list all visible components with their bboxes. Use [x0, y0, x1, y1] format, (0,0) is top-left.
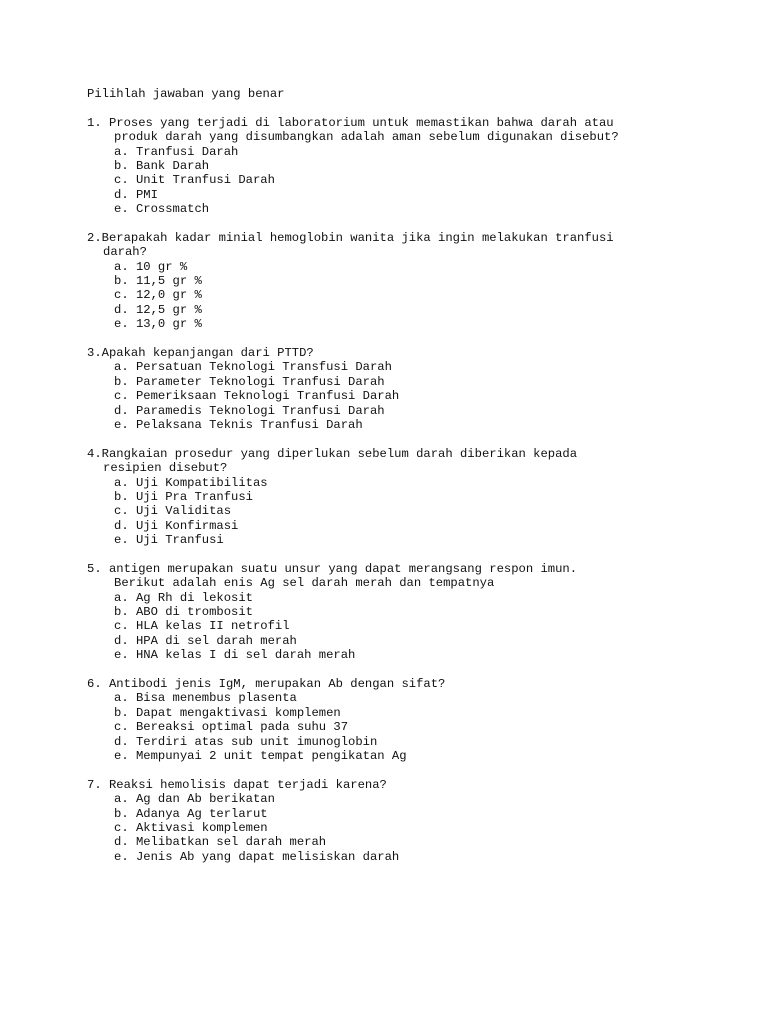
question-1-option-b: b. Bank Darah	[114, 158, 210, 173]
question-5	[87, 562, 727, 663]
question-5-text-line-1: 5. antigen merupakan suatu unsur yang dapat merangsang respon imun.	[87, 561, 578, 576]
question-4-options	[87, 476, 727, 548]
question-6-option-a: a. Bisa menembus plasenta	[114, 691, 297, 706]
question-2-option-c: c. 12,0 gr %	[114, 288, 202, 303]
question-2-option-d: d. 12,5 gr %	[114, 302, 202, 317]
question-2-text-line-1: 2.Berapakah kadar minial hemoglobin wanita jika ingin melakukan tranfusi	[87, 230, 614, 245]
question-4-option-e: e. Uji Tranfusi	[114, 533, 224, 548]
question-7-option-c: c. Aktivasi komplemen	[114, 820, 268, 835]
question-1-text-line-2: produk darah yang disumbangkan adalah aman sebelum digunakan disebut?	[114, 130, 619, 145]
question-4-option-c: c. Uji Validitas	[114, 504, 232, 519]
question-7-option-e: e. Jenis Ab yang dapat melisiskan darah	[114, 849, 400, 864]
question-3-option-d: d. Paramedis Teknologi Tranfusi Darah	[114, 403, 385, 418]
question-7-text-line-1: 7. Reaksi hemolisis dapat terjadi karena?	[87, 777, 387, 792]
question-1-options	[87, 145, 727, 217]
question-3-option-c: c. Pemeriksaan Teknologi Tranfusi Darah	[114, 389, 400, 404]
question-1-option-a: a. Tranfusi Darah	[114, 144, 239, 159]
question-1-option-e: e. Crossmatch	[114, 202, 210, 217]
question-7-options	[87, 792, 727, 864]
question-2	[87, 231, 727, 332]
question-2-option-e: e. 13,0 gr %	[114, 317, 202, 332]
question-2-text-line-2: darah?	[103, 245, 147, 260]
question-6-option-d: d. Terdiri atas sub unit imunoglobin	[114, 734, 378, 749]
question-2-option-a: a. 10 gr %	[114, 259, 188, 274]
question-5-option-d: d. HPA di sel darah merah	[114, 633, 297, 648]
question-2-option-b: b. 11,5 gr %	[114, 274, 202, 289]
question-4-option-d: d. Uji Konfirmasi	[114, 518, 239, 533]
question-4-option-a: a. Uji Kompatibilitas	[114, 475, 268, 490]
question-3-option-a: a. Persatuan Teknologi Transfusi Darah	[114, 360, 392, 375]
question-6-options	[87, 691, 727, 763]
question-5-option-e: e. HNA kelas I di sel darah merah	[114, 648, 356, 663]
question-4-option-b: b. Uji Pra Tranfusi	[114, 489, 253, 504]
question-5-option-b: b. ABO di trombosit	[114, 605, 253, 620]
question-7-option-d: d. Melibatkan sel darah merah	[114, 835, 327, 850]
question-7-option-b: b. Adanya Ag terlarut	[114, 806, 268, 821]
question-4-text-line-2: resipien disebut?	[103, 461, 228, 476]
question-3-option-b: b. Parameter Teknologi Tranfusi Darah	[114, 374, 385, 389]
question-5-option-a: a. Ag Rh di lekosit	[114, 590, 253, 605]
question-7	[87, 778, 727, 864]
question-2-options	[87, 260, 727, 332]
question-1	[87, 116, 727, 217]
question-6-option-c: c. Bereaksi optimal pada suhu 37	[114, 720, 349, 735]
question-6-option-b: b. Dapat mengaktivasi komplemen	[114, 705, 341, 720]
question-3-text-line-1: 3.Apakah kepanjangan dari PTTD?	[87, 346, 314, 361]
question-4	[87, 447, 727, 548]
question-3-option-e: e. Pelaksana Teknis Tranfusi Darah	[114, 417, 363, 432]
question-6-text-line-1: 6. Antibodi jenis IgM, merupakan Ab dengan sifat?	[87, 677, 446, 692]
question-1-option-c: c. Unit Tranfusi Darah	[114, 173, 275, 188]
document-page	[87, 87, 727, 878]
instruction-text: Pilihlah jawaban yang benar	[87, 87, 285, 101]
question-6-option-e: e. Mempunyai 2 unit tempat pengikatan Ag	[114, 748, 407, 763]
question-4-text-line-1: 4.Rangkaian prosedur yang diperlukan sebelum darah diberikan kepada	[87, 446, 578, 461]
question-6	[87, 677, 727, 763]
question-5-text-line-2: Berikut adalah enis Ag sel darah merah dan tempatnya	[114, 576, 495, 591]
question-3	[87, 346, 727, 432]
question-5-option-c: c. HLA kelas II netrofil	[114, 619, 290, 634]
question-3-options	[87, 360, 727, 432]
question-5-options	[87, 591, 727, 663]
question-1-option-d: d. PMI	[114, 187, 158, 202]
question-7-option-a: a. Ag dan Ab berikatan	[114, 792, 275, 807]
question-1-text-line-1: 1. Proses yang terjadi di laboratorium untuk memastikan bahwa darah atau	[87, 115, 614, 130]
